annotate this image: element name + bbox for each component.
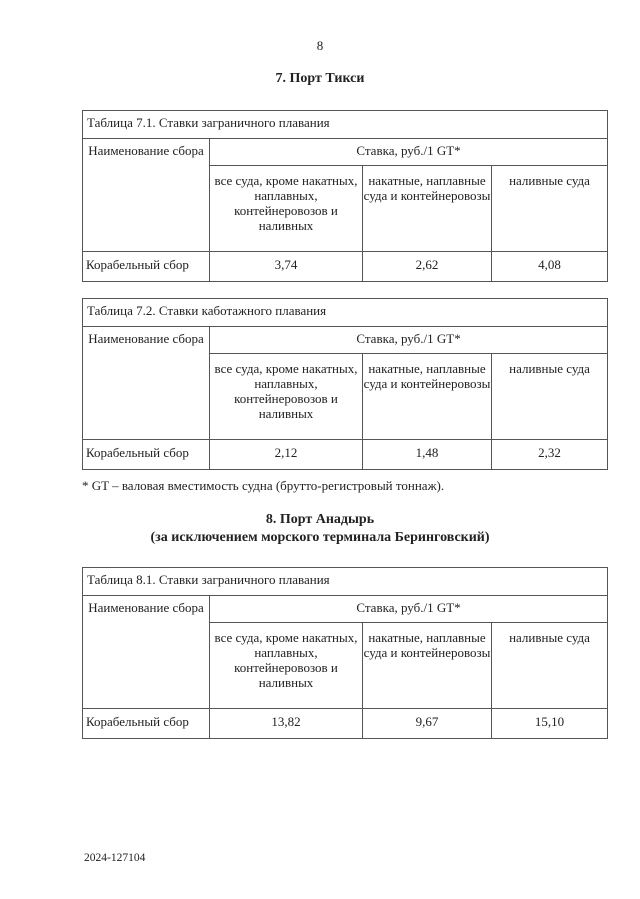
section-7-title: 7. Порт Тикси bbox=[275, 71, 365, 86]
column-header-rate: Ставка, руб./1 GT* bbox=[210, 139, 608, 166]
table-header-row bbox=[83, 327, 608, 354]
table-caption-row bbox=[83, 299, 608, 327]
subheader-tankers: наливные суда bbox=[492, 166, 608, 252]
value-tankers: 15,10 bbox=[492, 709, 608, 739]
table-header-row bbox=[83, 596, 608, 623]
value-roro-container: 9,67 bbox=[363, 709, 492, 739]
value-all-ships: 2,12 bbox=[210, 440, 363, 470]
column-header-rate: Ставка, руб./1 GT* bbox=[210, 596, 608, 623]
column-header-rate: Ставка, руб./1 GT* bbox=[210, 327, 608, 354]
column-header-name: Наименование сбора bbox=[83, 327, 210, 440]
section-8-subtitle: (за исключением морского терминала Беринговский) bbox=[150, 530, 490, 545]
row-label: Корабельный сбор bbox=[83, 709, 210, 739]
subheader-tankers: наливные суда bbox=[492, 623, 608, 709]
subheader-tankers: наливные суда bbox=[492, 354, 608, 440]
table-caption: Таблица 7.1. Ставки заграничного плавания bbox=[83, 111, 608, 139]
value-tankers: 4,08 bbox=[492, 252, 608, 282]
page-number: 8 bbox=[316, 38, 324, 53]
value-roro-container: 1,48 bbox=[363, 440, 492, 470]
value-all-ships: 13,82 bbox=[210, 709, 363, 739]
table-7-2 bbox=[82, 298, 608, 470]
column-header-name: Наименование сбора bbox=[83, 139, 210, 252]
subheader-all-ships: все суда, кроме накатных, наплавных, контейнеровозов и наливных bbox=[210, 166, 363, 252]
table-row bbox=[83, 440, 608, 470]
subheader-roro-container: накатные, наплавные суда и контейнеровозы bbox=[363, 166, 492, 252]
document-id: 2024-127104 bbox=[84, 852, 146, 864]
table-header-row bbox=[83, 139, 608, 166]
column-header-name: Наименование сбора bbox=[83, 596, 210, 709]
table-row bbox=[83, 709, 608, 739]
table-row bbox=[83, 252, 608, 282]
value-roro-container: 2,62 bbox=[363, 252, 492, 282]
subheader-roro-container: накатные, наплавные суда и контейнеровозы bbox=[363, 354, 492, 440]
table-caption: Таблица 8.1. Ставки заграничного плавания bbox=[83, 568, 608, 596]
table-caption-row bbox=[83, 568, 608, 596]
value-all-ships: 3,74 bbox=[210, 252, 363, 282]
subheader-all-ships: все суда, кроме накатных, наплавных, контейнеровозов и наливных bbox=[210, 354, 363, 440]
table-caption: Таблица 7.2. Ставки каботажного плавания bbox=[83, 299, 608, 327]
table-7-1 bbox=[82, 110, 608, 282]
subheader-roro-container: накатные, наплавные суда и контейнеровозы bbox=[363, 623, 492, 709]
row-label: Корабельный сбор bbox=[83, 252, 210, 282]
row-label: Корабельный сбор bbox=[83, 440, 210, 470]
table-8-1 bbox=[82, 567, 608, 739]
footnote: * GT – валовая вместимость судна (брутто-регистровый тоннаж). bbox=[82, 478, 445, 493]
subheader-all-ships: все суда, кроме накатных, наплавных, контейнеровозов и наливных bbox=[210, 623, 363, 709]
value-tankers: 2,32 bbox=[492, 440, 608, 470]
table-caption-row bbox=[83, 111, 608, 139]
section-8-title: 8. Порт Анадырь bbox=[265, 512, 375, 527]
